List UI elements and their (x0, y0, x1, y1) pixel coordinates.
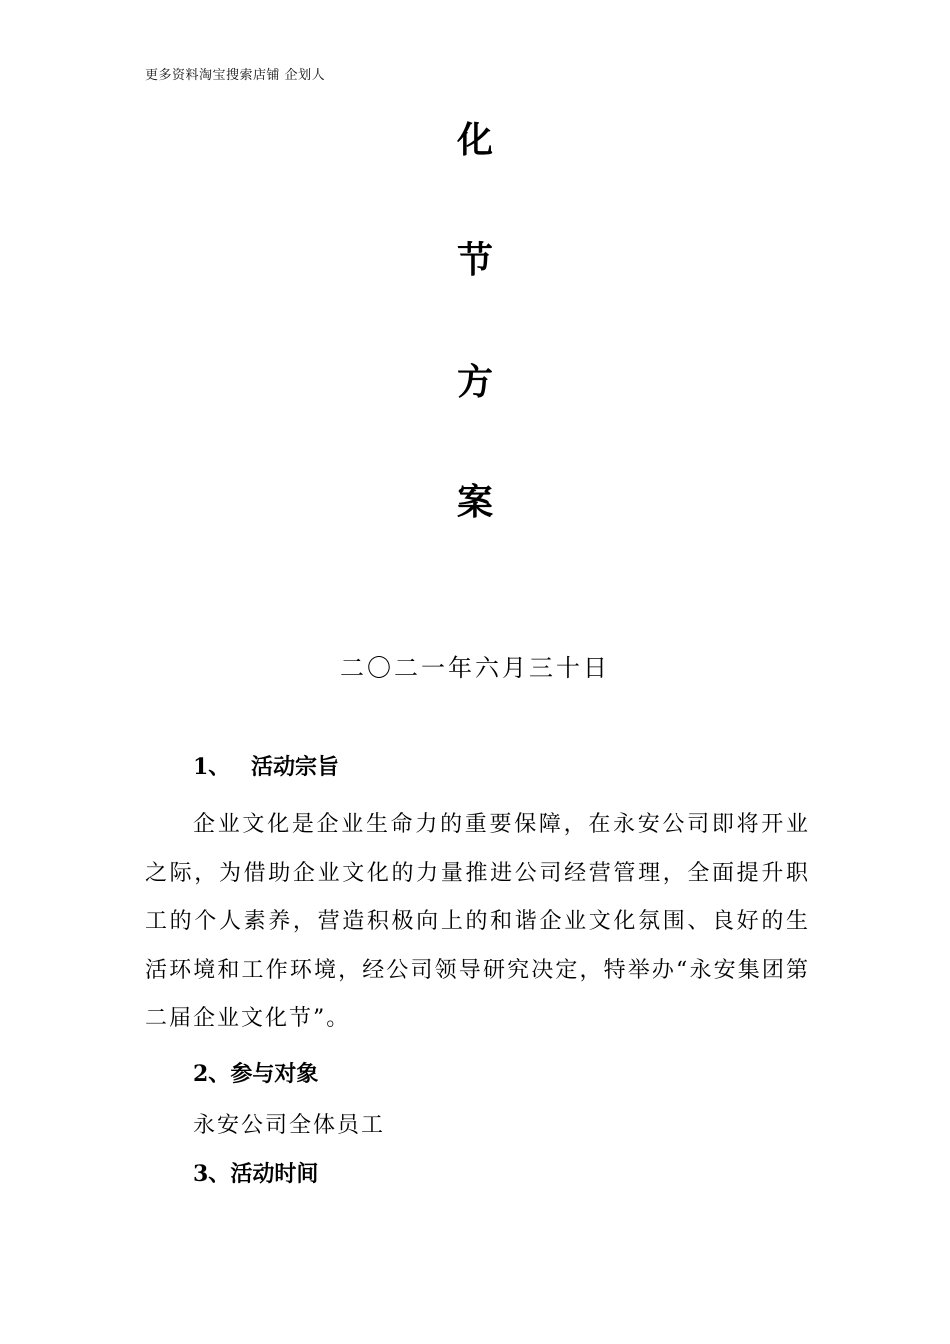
section-title: 参与对象 (230, 1060, 319, 1087)
section-heading-2 (193, 1056, 810, 1092)
section-paragraph-1: 企业文化是企业生命力的重要保障，在永安公司即将开业之际，为借助企业文化的力量推进公司经营管理，全面提升职工的个人素养，营造积极向上的和谐企业文化氛围、良好的生活环境和工作环境，经公司领导研究决定，特举办“永安集团第二届企业文化节”。 (145, 812, 810, 1032)
section-number: 2、 (193, 1060, 231, 1087)
title-char-1: 化 (456, 119, 493, 161)
section-title: 活动时间 (230, 1160, 319, 1187)
title-char-4: 案 (456, 481, 493, 523)
document-date: 二〇二一年六月三十日 (340, 654, 610, 682)
header-note: 更多资料淘宝搜索店铺 企划人 (145, 68, 326, 83)
section-paragraph-2: 永安公司全体员工 (193, 1112, 386, 1138)
document-body (145, 749, 810, 1208)
section-heading-3 (193, 1156, 810, 1192)
section-title: 活动宗旨 (251, 754, 340, 780)
title-char-2: 节 (456, 239, 493, 281)
section-heading-1 (193, 749, 810, 785)
section-number: 3、 (193, 1160, 231, 1187)
title-char-3: 方 (456, 361, 493, 403)
section-number: 1、 (193, 754, 231, 780)
